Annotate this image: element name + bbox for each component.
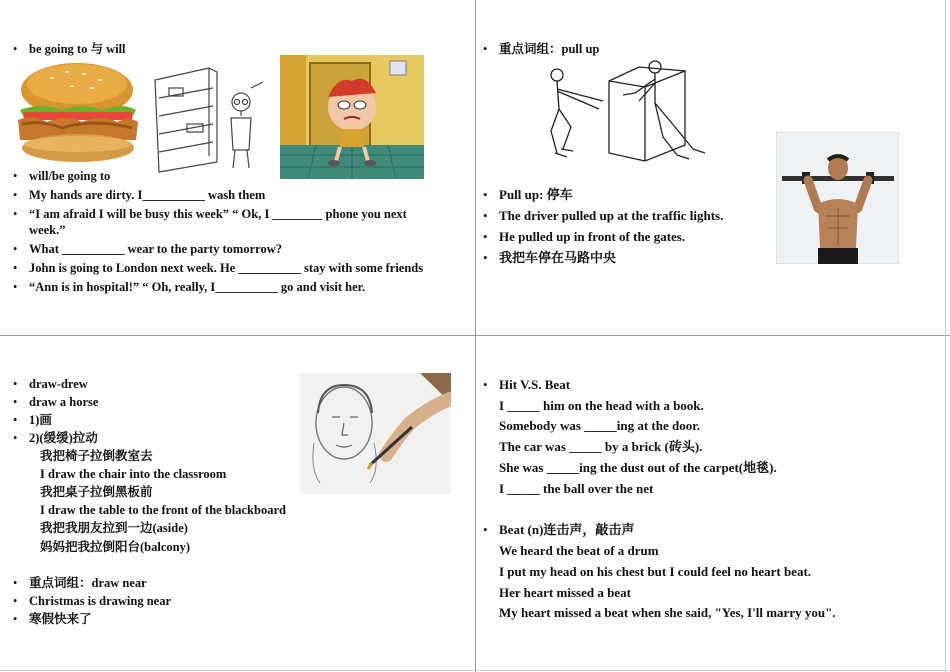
example-line: I _____ the ball over the net bbox=[499, 481, 654, 496]
list-item: • My hands are dirty. I__________ wash them bbox=[13, 188, 266, 202]
example-line: The car was _____ by a brick (砖头). bbox=[499, 439, 703, 454]
list-item: • Christmas is drawing near bbox=[13, 594, 172, 608]
vertical-divider bbox=[475, 0, 476, 672]
list-item: • What __________ wear to the party tomorrow? bbox=[13, 242, 282, 256]
example-line: Somebody was _____ing at the door. bbox=[499, 418, 701, 433]
list-item: • draw-drew bbox=[13, 377, 88, 391]
bullet-heading: • 重点词组：pull up bbox=[483, 42, 600, 56]
example-line: 我把椅子拉倒教室去 bbox=[40, 449, 153, 463]
bullet-heading: • Beat (n)连击声，敲击声 bbox=[483, 522, 635, 537]
horizontal-divider bbox=[0, 335, 950, 336]
list-item: • John is going to London next week. He __________ stay with some friends bbox=[13, 261, 424, 275]
list-item: • 重点词组：draw near bbox=[13, 576, 147, 590]
pull-up-photo bbox=[776, 132, 899, 264]
heading-text: be going to 与 will bbox=[29, 42, 126, 56]
men-pulling-box-sketch bbox=[543, 57, 725, 167]
example-line: She was _____ing the dust out of the carpet(地毯). bbox=[499, 460, 777, 475]
hand-drawing-portrait-photo bbox=[300, 373, 451, 494]
list-item: • draw a horse bbox=[13, 395, 99, 409]
right-edge bbox=[945, 0, 946, 672]
list-item: • will/be going to bbox=[13, 169, 111, 183]
bottom-edge bbox=[0, 670, 950, 671]
burger-image bbox=[12, 58, 142, 166]
list-item: • 2)(缓缓)拉动 bbox=[13, 431, 98, 445]
bookshelf-sketch bbox=[147, 58, 271, 176]
bullet-heading: • be going to 与 will bbox=[13, 42, 126, 56]
list-item: • “Ann is in hospital!” “ Oh, really, I__________ go and visit her. bbox=[13, 280, 366, 294]
example-line: 我把桌子拉倒黑板前 bbox=[40, 485, 153, 499]
list-item: • He pulled up in front of the gates. bbox=[483, 229, 686, 244]
list-item-continuation: week.” bbox=[29, 223, 66, 237]
list-item: • 1)画 bbox=[13, 413, 52, 427]
heading-text: 重点词组：pull up bbox=[499, 42, 600, 56]
example-line: I draw the table to the front of the blackboard bbox=[40, 503, 286, 517]
example-line: I draw the chair into the classroom bbox=[40, 467, 227, 481]
list-item: • 我把车停在马路中央 bbox=[483, 250, 617, 265]
bullet-heading: • Hit V.S. Beat bbox=[483, 377, 571, 392]
example-line: 我把我朋友拉到一边(aside) bbox=[40, 521, 188, 535]
list-item: • The driver pulled up at the traffic lights. bbox=[483, 208, 724, 223]
example-line: My heart missed a beat when she said, "Yes, I'll marry you". bbox=[499, 605, 836, 620]
example-line: 妈妈把我拉倒阳台(balcony) bbox=[40, 540, 191, 554]
list-item: • 寒假快来了 bbox=[13, 612, 92, 626]
list-item: • “I am afraid I will be busy this week” “ Ok, I ________ phone you next bbox=[13, 207, 407, 221]
cartoon-character-image bbox=[280, 55, 424, 179]
list-item: • Pull up: 停车 bbox=[483, 187, 573, 202]
example-line: I put my head on his chest but I could feel no heart beat. bbox=[499, 564, 812, 579]
example-line: Her heart missed a beat bbox=[499, 585, 631, 600]
example-line: We heard the beat of a drum bbox=[499, 543, 659, 558]
example-line: I _____ him on the head with a book. bbox=[499, 398, 704, 413]
